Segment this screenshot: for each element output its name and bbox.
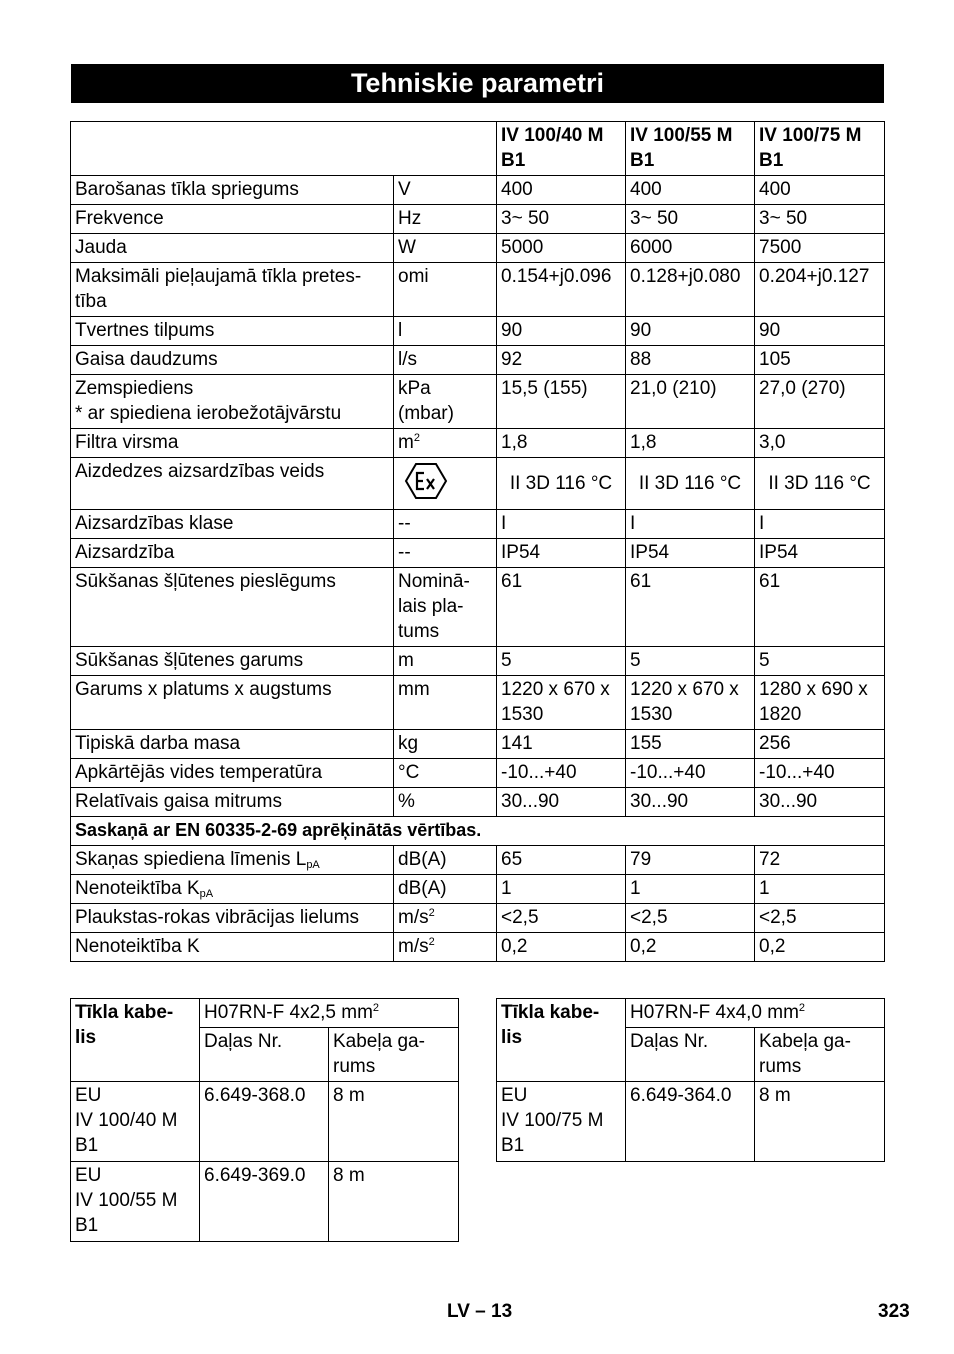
power-cable-table-left [70, 998, 459, 1242]
parameter-label: Skaņas spiediena līmenis $L_{pA}$ [71, 846, 394, 875]
value-model-1: IP54 [497, 539, 626, 568]
value-model-1: 90 [497, 317, 626, 346]
value-model-2: 1,8 [626, 429, 755, 458]
table-row [71, 263, 885, 317]
value-model-2: <2,5 [626, 904, 755, 933]
table-row [71, 904, 885, 933]
value-model-3: 30...90 [755, 788, 885, 817]
value-model-2: II 3D 116 °C [626, 458, 755, 510]
value-model-2: 79 [626, 846, 755, 875]
parameter-label: Aizsardzība [71, 539, 394, 568]
table-row [71, 759, 885, 788]
unit-cell: kPa (mbar) [394, 375, 497, 429]
model-header-1: IV 100/40 M B1 [497, 122, 626, 176]
cable-length: 8 m [329, 1082, 459, 1162]
parameter-label: Tipiskā darba masa [71, 730, 394, 759]
table-row [71, 1082, 459, 1162]
table-row [497, 1082, 885, 1162]
value-model-3: 3,0 [755, 429, 885, 458]
value-model-1: 92 [497, 346, 626, 375]
value-model-2: 400 [626, 176, 755, 205]
unit-cell: kg [394, 730, 497, 759]
parameter-label: Zemspiediens * ar spiediena ierobežotājvārstu [71, 375, 394, 429]
value-model-1: 15,5 (155) [497, 375, 626, 429]
unit-cell: Nominā- lais pla- tums [394, 568, 497, 647]
value-model-1: 141 [497, 730, 626, 759]
value-model-2: 88 [626, 346, 755, 375]
value-model-3: -10...+40 [755, 759, 885, 788]
value-model-1: <2,5 [497, 904, 626, 933]
table-row [71, 375, 885, 429]
model-cell: EU IV 100/55 M B1 [71, 1162, 200, 1242]
table-row [71, 676, 885, 730]
value-model-2: 0,2 [626, 933, 755, 962]
cable-header: Tīkla kabe- lis [497, 999, 626, 1082]
table-row [71, 539, 885, 568]
table-row [71, 234, 885, 263]
header-empty-cell [71, 122, 497, 176]
value-model-3: 27,0 (270) [755, 375, 885, 429]
parameter-label: Sūkšanas šļūtenes pieslēgums [71, 568, 394, 647]
value-model-3: 1280 x 690 x 1820 [755, 676, 885, 730]
unit-cell: dB(A) [394, 846, 497, 875]
model-header-2: IV 100/55 M B1 [626, 122, 755, 176]
value-model-2: 0.128+j0.080 [626, 263, 755, 317]
value-model-3: 0.204+j0.127 [755, 263, 885, 317]
value-model-3: 400 [755, 176, 885, 205]
value-model-1: -10...+40 [497, 759, 626, 788]
table-row [71, 730, 885, 759]
table-row [71, 846, 885, 875]
value-model-1: 1,8 [497, 429, 626, 458]
part-number: 6.649-368.0 [200, 1082, 329, 1162]
parameter-label: Gaisa daudzums [71, 346, 394, 375]
value-model-1: 0.154+j0.096 [497, 263, 626, 317]
table-header-row [71, 122, 885, 176]
value-model-2: 3~ 50 [626, 205, 755, 234]
table-row [71, 510, 885, 539]
cable-type: H07RN-F 4x4,0 $mm^2$ [626, 999, 885, 1028]
value-model-2: 6000 [626, 234, 755, 263]
model-cell: EU IV 100/75 M B1 [497, 1082, 626, 1162]
value-model-1: II 3D 116 °C [497, 458, 626, 510]
cable-length: 8 m [755, 1082, 885, 1162]
unit-cell: mm [394, 676, 497, 730]
unit-cell: m [394, 647, 497, 676]
unit-cell: omi [394, 263, 497, 317]
unit-cell: l [394, 317, 497, 346]
cable-header: Tīkla kabe- lis [71, 999, 200, 1082]
page-number: 323 [878, 1301, 910, 1322]
value-model-2: 61 [626, 568, 755, 647]
table-row [71, 788, 885, 817]
table-row [71, 317, 885, 346]
parameter-label: Nenoteiktība $K_{pA}$ [71, 875, 394, 904]
value-model-2: 5 [626, 647, 755, 676]
value-model-2: I [626, 510, 755, 539]
value-model-1: 5000 [497, 234, 626, 263]
table-row [71, 176, 885, 205]
parameter-label: Aizsardzības klase [71, 510, 394, 539]
table-row [71, 933, 885, 962]
value-model-2: 30...90 [626, 788, 755, 817]
section-header-row [71, 817, 885, 846]
cable-length: 8 m [329, 1162, 459, 1242]
parameter-label: Frekvence [71, 205, 394, 234]
unit-cell: -- [394, 510, 497, 539]
cable-length-header: Kabeļa ga- rums [329, 1028, 459, 1082]
unit-cell: dB(A) [394, 875, 497, 904]
ex-explosion-protection-icon [398, 459, 448, 507]
table-row [71, 458, 885, 510]
parameter-label: Maksimāli pieļaujamā tīkla pretes-tība [71, 263, 394, 317]
table-row [71, 205, 885, 234]
value-model-3: 90 [755, 317, 885, 346]
value-model-2: 1220 x 670 x 1530 [626, 676, 755, 730]
table-row [71, 429, 885, 458]
value-model-1: 1220 x 670 x 1530 [497, 676, 626, 730]
model-cell: EU IV 100/40 M B1 [71, 1082, 200, 1162]
part-number-header: Daļas Nr. [626, 1028, 755, 1082]
table-row [71, 647, 885, 676]
value-model-2: 21,0 (210) [626, 375, 755, 429]
cable-type: H07RN-F 4x2,5 $mm^2$ [200, 999, 459, 1028]
value-model-3: II 3D 116 °C [755, 458, 885, 510]
parameter-label: Tvertnes tilpums [71, 317, 394, 346]
value-model-3: 5 [755, 647, 885, 676]
parameter-label: Jauda [71, 234, 394, 263]
unit-cell: W [394, 234, 497, 263]
section-title: Saskaņā ar EN 60335-2-69 aprēķinātās vērtības. [71, 817, 885, 846]
unit-cell [394, 458, 497, 510]
unit-cell: Hz [394, 205, 497, 234]
value-model-1: 0,2 [497, 933, 626, 962]
value-model-1: 3~ 50 [497, 205, 626, 234]
cable-length-header: Kabeļa ga- rums [755, 1028, 885, 1082]
value-model-3: I [755, 510, 885, 539]
value-model-1: 400 [497, 176, 626, 205]
unit-cell: $m/s^2$ [394, 933, 497, 962]
model-header-3: IV 100/75 M B1 [755, 122, 885, 176]
value-model-3: 61 [755, 568, 885, 647]
table-row [71, 875, 885, 904]
parameter-label: Apkārtējās vides temperatūra [71, 759, 394, 788]
unit-cell: % [394, 788, 497, 817]
part-number: 6.649-369.0 [200, 1162, 329, 1242]
technical-specs-table [70, 121, 885, 962]
value-model-3: 105 [755, 346, 885, 375]
table-row [71, 346, 885, 375]
unit-cell: l/s [394, 346, 497, 375]
value-model-2: 1 [626, 875, 755, 904]
value-model-3: 0,2 [755, 933, 885, 962]
value-model-3: <2,5 [755, 904, 885, 933]
value-model-3: 3~ 50 [755, 205, 885, 234]
table-row [71, 1162, 459, 1242]
value-model-3: 72 [755, 846, 885, 875]
part-number: 6.649-364.0 [626, 1082, 755, 1162]
parameter-label: Nenoteiktība K [71, 933, 394, 962]
parameter-label: Barošanas tīkla spriegums [71, 176, 394, 205]
value-model-2: IP54 [626, 539, 755, 568]
value-model-1: 65 [497, 846, 626, 875]
value-model-1: 5 [497, 647, 626, 676]
parameter-label: Garums x platums x augstums [71, 676, 394, 730]
unit-cell: -- [394, 539, 497, 568]
table-row [71, 568, 885, 647]
value-model-3: 256 [755, 730, 885, 759]
value-model-3: 1 [755, 875, 885, 904]
footer-section-label: LV – 13 [447, 1301, 513, 1322]
unit-cell: $m^2$ [394, 429, 497, 458]
page-title: Tehniskie parametri [71, 64, 884, 103]
value-model-3: IP54 [755, 539, 885, 568]
parameter-label: Relatīvais gaisa mitrums [71, 788, 394, 817]
unit-cell: $m/s^2$ [394, 904, 497, 933]
value-model-1: I [497, 510, 626, 539]
value-model-1: 30...90 [497, 788, 626, 817]
parameter-label: Aizdedzes aizsardzības veids [71, 458, 394, 510]
parameter-label: Plaukstas-rokas vibrācijas lielums [71, 904, 394, 933]
value-model-2: -10...+40 [626, 759, 755, 788]
power-cable-table-right [496, 998, 885, 1162]
value-model-2: 90 [626, 317, 755, 346]
value-model-3: 7500 [755, 234, 885, 263]
parameter-label: Filtra virsma [71, 429, 394, 458]
part-number-header: Daļas Nr. [200, 1028, 329, 1082]
parameter-label: Sūkšanas šļūtenes garums [71, 647, 394, 676]
unit-cell: °C [394, 759, 497, 788]
value-model-1: 61 [497, 568, 626, 647]
value-model-2: 155 [626, 730, 755, 759]
value-model-1: 1 [497, 875, 626, 904]
unit-cell: V [394, 176, 497, 205]
